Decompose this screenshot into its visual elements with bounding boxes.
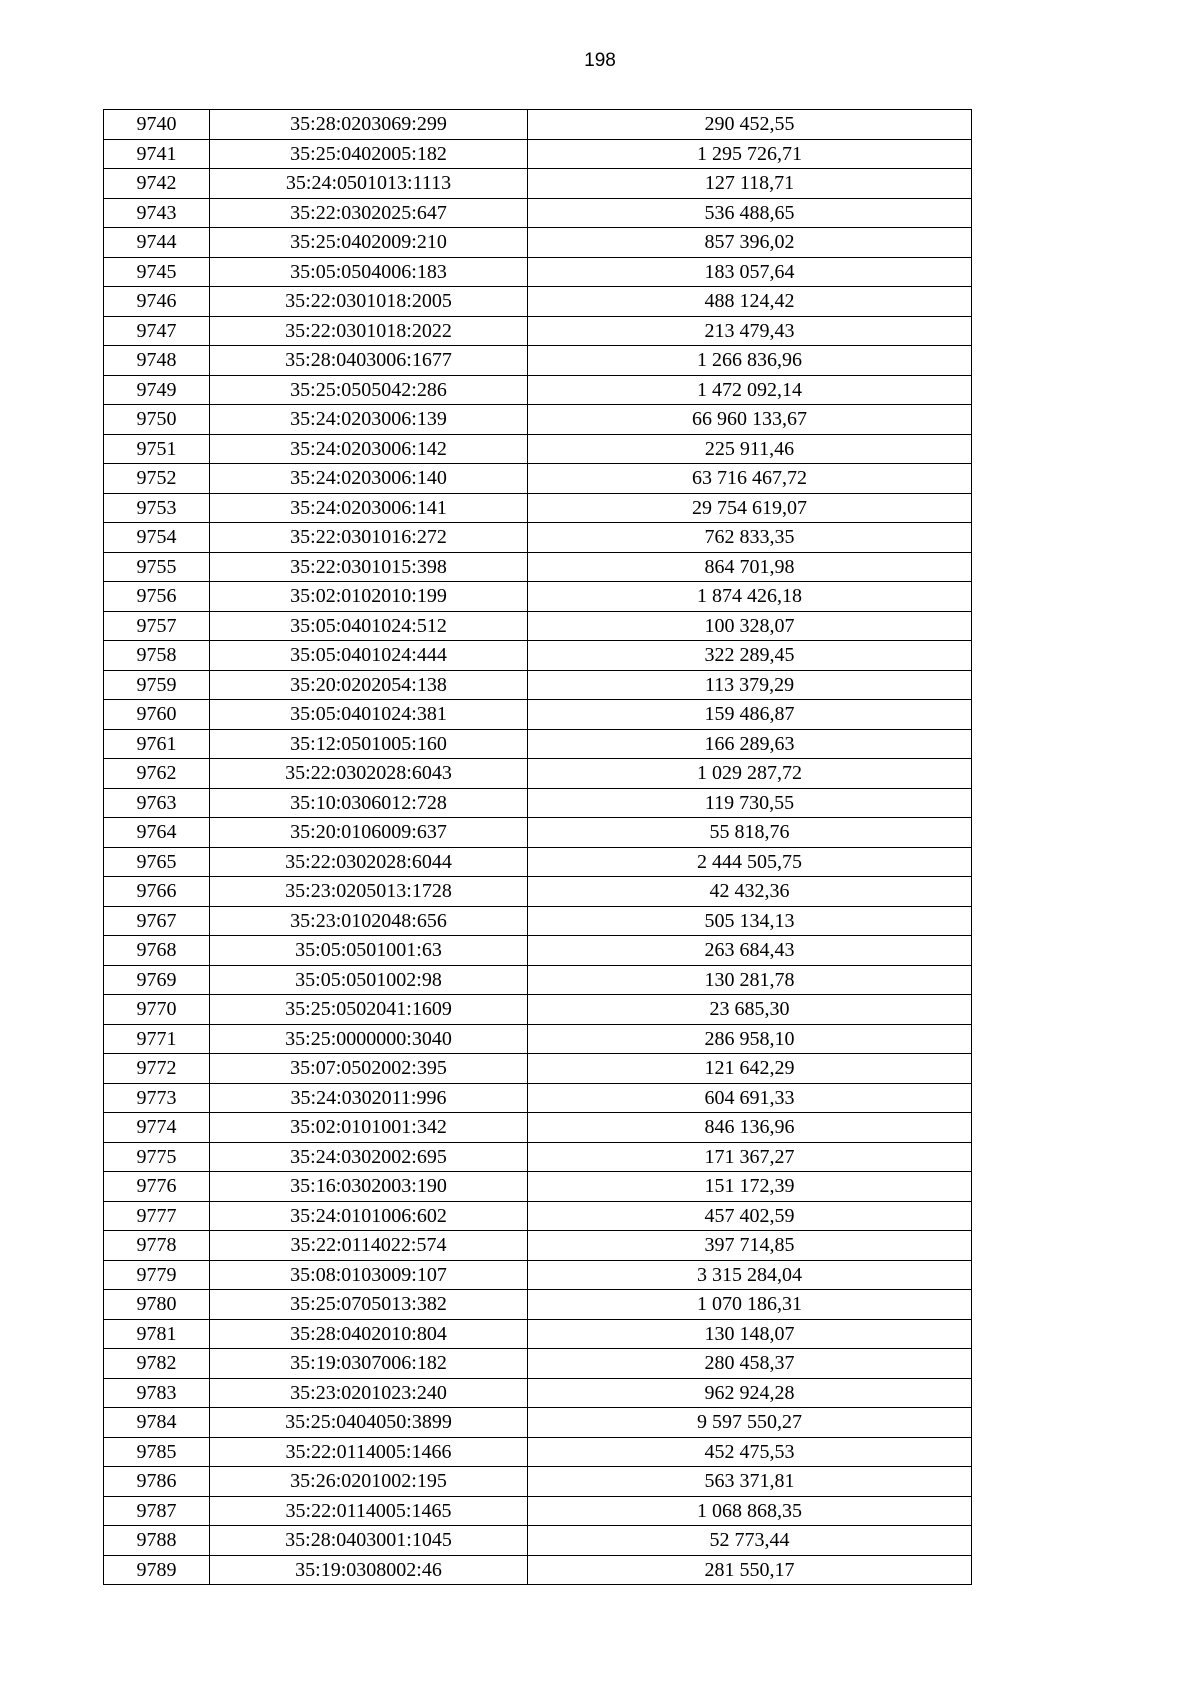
cadastral-number-cell: 35:25:0705013:382 (210, 1290, 528, 1320)
table-row (104, 552, 972, 582)
row-number-cell: 9780 (104, 1290, 210, 1320)
page-number: 198 (584, 50, 616, 71)
table-row (104, 582, 972, 612)
table-row (104, 198, 972, 228)
cadastral-number-cell: 35:22:0301015:398 (210, 552, 528, 582)
cadastral-number-cell: 35:24:0203006:140 (210, 464, 528, 494)
table-row (104, 965, 972, 995)
cadastral-number-cell: 35:24:0203006:142 (210, 434, 528, 464)
value-cell: 604 691,33 (528, 1083, 972, 1113)
cadastral-number-cell: 35:28:0402010:804 (210, 1319, 528, 1349)
value-cell: 488 124,42 (528, 287, 972, 317)
value-cell: 213 479,43 (528, 316, 972, 346)
table-row (104, 670, 972, 700)
cadastral-number-cell: 35:22:0114005:1465 (210, 1496, 528, 1526)
row-number-cell: 9746 (104, 287, 210, 317)
cadastral-number-cell: 35:25:0404050:3899 (210, 1408, 528, 1438)
table-row (104, 1054, 972, 1084)
cadastral-number-cell: 35:22:0302025:647 (210, 198, 528, 228)
value-cell: 846 136,96 (528, 1113, 972, 1143)
cadastral-number-cell: 35:25:0502041:1609 (210, 995, 528, 1025)
row-number-cell: 9749 (104, 375, 210, 405)
row-number-cell: 9781 (104, 1319, 210, 1349)
cadastral-number-cell: 35:25:0000000:3040 (210, 1024, 528, 1054)
cadastral-number-cell: 35:28:0403001:1045 (210, 1526, 528, 1556)
table-row (104, 1437, 972, 1467)
row-number-cell: 9756 (104, 582, 210, 612)
row-number-cell: 9754 (104, 523, 210, 553)
cadastral-number-cell: 35:28:0203069:299 (210, 110, 528, 140)
row-number-cell: 9774 (104, 1113, 210, 1143)
value-cell: 505 134,13 (528, 906, 972, 936)
row-number-cell: 9787 (104, 1496, 210, 1526)
cadastral-number-cell: 35:19:0308002:46 (210, 1555, 528, 1585)
table-row (104, 906, 972, 936)
cadastral-number-cell: 35:24:0101006:602 (210, 1201, 528, 1231)
row-number-cell: 9766 (104, 877, 210, 907)
value-cell: 127 118,71 (528, 169, 972, 199)
cadastral-number-cell: 35:08:0103009:107 (210, 1260, 528, 1290)
table-row (104, 1555, 972, 1585)
value-cell: 52 773,44 (528, 1526, 972, 1556)
table-row (104, 523, 972, 553)
table-row (104, 847, 972, 877)
row-number-cell: 9764 (104, 818, 210, 848)
value-cell: 100 328,07 (528, 611, 972, 641)
value-cell: 63 716 467,72 (528, 464, 972, 494)
table-row (104, 877, 972, 907)
table-row (104, 759, 972, 789)
cadastral-number-cell: 35:22:0114005:1466 (210, 1437, 528, 1467)
row-number-cell: 9784 (104, 1408, 210, 1438)
value-cell: 1 295 726,71 (528, 139, 972, 169)
row-number-cell: 9745 (104, 257, 210, 287)
row-number-cell: 9772 (104, 1054, 210, 1084)
row-number-cell: 9748 (104, 346, 210, 376)
table-row (104, 1496, 972, 1526)
value-cell: 1 068 868,35 (528, 1496, 972, 1526)
cadastral-number-cell: 35:24:0501013:1113 (210, 169, 528, 199)
row-number-cell: 9740 (104, 110, 210, 140)
cadastral-number-cell: 35:02:0101001:342 (210, 1113, 528, 1143)
table-row (104, 936, 972, 966)
cadastral-number-cell: 35:05:0501001:63 (210, 936, 528, 966)
cadastral-number-cell: 35:25:0402005:182 (210, 139, 528, 169)
table-row (104, 139, 972, 169)
cadastral-number-cell: 35:26:0201002:195 (210, 1467, 528, 1497)
cadastral-number-cell: 35:05:0501002:98 (210, 965, 528, 995)
cadastral-number-cell: 35:24:0302011:996 (210, 1083, 528, 1113)
cadastral-number-cell: 35:22:0302028:6043 (210, 759, 528, 789)
value-cell: 9 597 550,27 (528, 1408, 972, 1438)
row-number-cell: 9758 (104, 641, 210, 671)
row-number-cell: 9770 (104, 995, 210, 1025)
value-cell: 1 874 426,18 (528, 582, 972, 612)
value-cell: 225 911,46 (528, 434, 972, 464)
table-row (104, 1260, 972, 1290)
value-cell: 130 148,07 (528, 1319, 972, 1349)
row-number-cell: 9777 (104, 1201, 210, 1231)
row-number-cell: 9743 (104, 198, 210, 228)
value-cell: 113 379,29 (528, 670, 972, 700)
value-cell: 183 057,64 (528, 257, 972, 287)
value-cell: 55 818,76 (528, 818, 972, 848)
row-number-cell: 9765 (104, 847, 210, 877)
cadastral-number-cell: 35:05:0401024:512 (210, 611, 528, 641)
value-cell: 151 172,39 (528, 1172, 972, 1202)
table-row (104, 1142, 972, 1172)
table-row (104, 700, 972, 730)
table-row (104, 316, 972, 346)
cadastral-number-cell: 35:25:0505042:286 (210, 375, 528, 405)
table-row (104, 1113, 972, 1143)
table-row (104, 1408, 972, 1438)
table-row (104, 1467, 972, 1497)
row-number-cell: 9789 (104, 1555, 210, 1585)
cadastral-number-cell: 35:28:0403006:1677 (210, 346, 528, 376)
table-row (104, 110, 972, 140)
row-number-cell: 9763 (104, 788, 210, 818)
registry-table (103, 109, 972, 1585)
value-cell: 3 315 284,04 (528, 1260, 972, 1290)
table-row (104, 405, 972, 435)
cadastral-number-cell: 35:23:0102048:656 (210, 906, 528, 936)
row-number-cell: 9759 (104, 670, 210, 700)
row-number-cell: 9778 (104, 1231, 210, 1261)
value-cell: 2 444 505,75 (528, 847, 972, 877)
value-cell: 286 958,10 (528, 1024, 972, 1054)
table-row (104, 1231, 972, 1261)
cadastral-number-cell: 35:24:0203006:141 (210, 493, 528, 523)
table-row (104, 995, 972, 1025)
value-cell: 452 475,53 (528, 1437, 972, 1467)
table-row (104, 257, 972, 287)
table-row (104, 375, 972, 405)
value-cell: 563 371,81 (528, 1467, 972, 1497)
value-cell: 762 833,35 (528, 523, 972, 553)
row-number-cell: 9761 (104, 729, 210, 759)
cadastral-number-cell: 35:20:0202054:138 (210, 670, 528, 700)
table-row (104, 641, 972, 671)
row-number-cell: 9785 (104, 1437, 210, 1467)
value-cell: 29 754 619,07 (528, 493, 972, 523)
cadastral-number-cell: 35:22:0301018:2005 (210, 287, 528, 317)
cadastral-number-cell: 35:22:0302028:6044 (210, 847, 528, 877)
value-cell: 42 432,36 (528, 877, 972, 907)
value-cell: 263 684,43 (528, 936, 972, 966)
value-cell: 397 714,85 (528, 1231, 972, 1261)
value-cell: 159 486,87 (528, 700, 972, 730)
table-row (104, 287, 972, 317)
row-number-cell: 9762 (104, 759, 210, 789)
row-number-cell: 9760 (104, 700, 210, 730)
cadastral-number-cell: 35:12:0501005:160 (210, 729, 528, 759)
table-row (104, 346, 972, 376)
value-cell: 171 367,27 (528, 1142, 972, 1172)
value-cell: 119 730,55 (528, 788, 972, 818)
table-row (104, 729, 972, 759)
row-number-cell: 9755 (104, 552, 210, 582)
row-number-cell: 9750 (104, 405, 210, 435)
value-cell: 1 472 092,14 (528, 375, 972, 405)
value-cell: 166 289,63 (528, 729, 972, 759)
table-row (104, 1024, 972, 1054)
value-cell: 857 396,02 (528, 228, 972, 258)
value-cell: 121 642,29 (528, 1054, 972, 1084)
value-cell: 536 488,65 (528, 198, 972, 228)
row-number-cell: 9786 (104, 1467, 210, 1497)
row-number-cell: 9744 (104, 228, 210, 258)
row-number-cell: 9783 (104, 1378, 210, 1408)
row-number-cell: 9773 (104, 1083, 210, 1113)
row-number-cell: 9741 (104, 139, 210, 169)
value-cell: 130 281,78 (528, 965, 972, 995)
table-row (104, 434, 972, 464)
cadastral-number-cell: 35:24:0203006:139 (210, 405, 528, 435)
row-number-cell: 9769 (104, 965, 210, 995)
cadastral-number-cell: 35:22:0301018:2022 (210, 316, 528, 346)
table-row (104, 228, 972, 258)
row-number-cell: 9751 (104, 434, 210, 464)
cadastral-number-cell: 35:23:0201023:240 (210, 1378, 528, 1408)
value-cell: 864 701,98 (528, 552, 972, 582)
value-cell: 66 960 133,67 (528, 405, 972, 435)
cadastral-number-cell: 35:24:0302002:695 (210, 1142, 528, 1172)
cadastral-number-cell: 35:02:0102010:199 (210, 582, 528, 612)
value-cell: 1 070 186,31 (528, 1290, 972, 1320)
cadastral-number-cell: 35:22:0301016:272 (210, 523, 528, 553)
table-row (104, 1319, 972, 1349)
table-row (104, 1378, 972, 1408)
cadastral-number-cell: 35:22:0114022:574 (210, 1231, 528, 1261)
value-cell: 1 029 287,72 (528, 759, 972, 789)
row-number-cell: 9771 (104, 1024, 210, 1054)
row-number-cell: 9776 (104, 1172, 210, 1202)
value-cell: 1 266 836,96 (528, 346, 972, 376)
cadastral-number-cell: 35:19:0307006:182 (210, 1349, 528, 1379)
table-row (104, 493, 972, 523)
row-number-cell: 9767 (104, 906, 210, 936)
registry-table-body (104, 110, 972, 1585)
table-row (104, 1083, 972, 1113)
table-row (104, 1201, 972, 1231)
row-number-cell: 9742 (104, 169, 210, 199)
row-number-cell: 9757 (104, 611, 210, 641)
value-cell: 457 402,59 (528, 1201, 972, 1231)
table-row (104, 1290, 972, 1320)
table-row (104, 464, 972, 494)
value-cell: 962 924,28 (528, 1378, 972, 1408)
table-row (104, 1349, 972, 1379)
cadastral-number-cell: 35:05:0401024:381 (210, 700, 528, 730)
row-number-cell: 9753 (104, 493, 210, 523)
row-number-cell: 9747 (104, 316, 210, 346)
cadastral-number-cell: 35:25:0402009:210 (210, 228, 528, 258)
cadastral-number-cell: 35:05:0504006:183 (210, 257, 528, 287)
row-number-cell: 9779 (104, 1260, 210, 1290)
cadastral-number-cell: 35:23:0205013:1728 (210, 877, 528, 907)
value-cell: 23 685,30 (528, 995, 972, 1025)
row-number-cell: 9782 (104, 1349, 210, 1379)
cadastral-number-cell: 35:16:0302003:190 (210, 1172, 528, 1202)
value-cell: 281 550,17 (528, 1555, 972, 1585)
row-number-cell: 9788 (104, 1526, 210, 1556)
cadastral-number-cell: 35:07:0502002:395 (210, 1054, 528, 1084)
cadastral-number-cell: 35:05:0401024:444 (210, 641, 528, 671)
value-cell: 280 458,37 (528, 1349, 972, 1379)
cadastral-number-cell: 35:20:0106009:637 (210, 818, 528, 848)
row-number-cell: 9768 (104, 936, 210, 966)
cadastral-number-cell: 35:10:0306012:728 (210, 788, 528, 818)
value-cell: 322 289,45 (528, 641, 972, 671)
table-row (104, 1526, 972, 1556)
table-row (104, 788, 972, 818)
row-number-cell: 9775 (104, 1142, 210, 1172)
row-number-cell: 9752 (104, 464, 210, 494)
table-row (104, 818, 972, 848)
value-cell: 290 452,55 (528, 110, 972, 140)
table-row (104, 169, 972, 199)
table-row (104, 611, 972, 641)
table-row (104, 1172, 972, 1202)
